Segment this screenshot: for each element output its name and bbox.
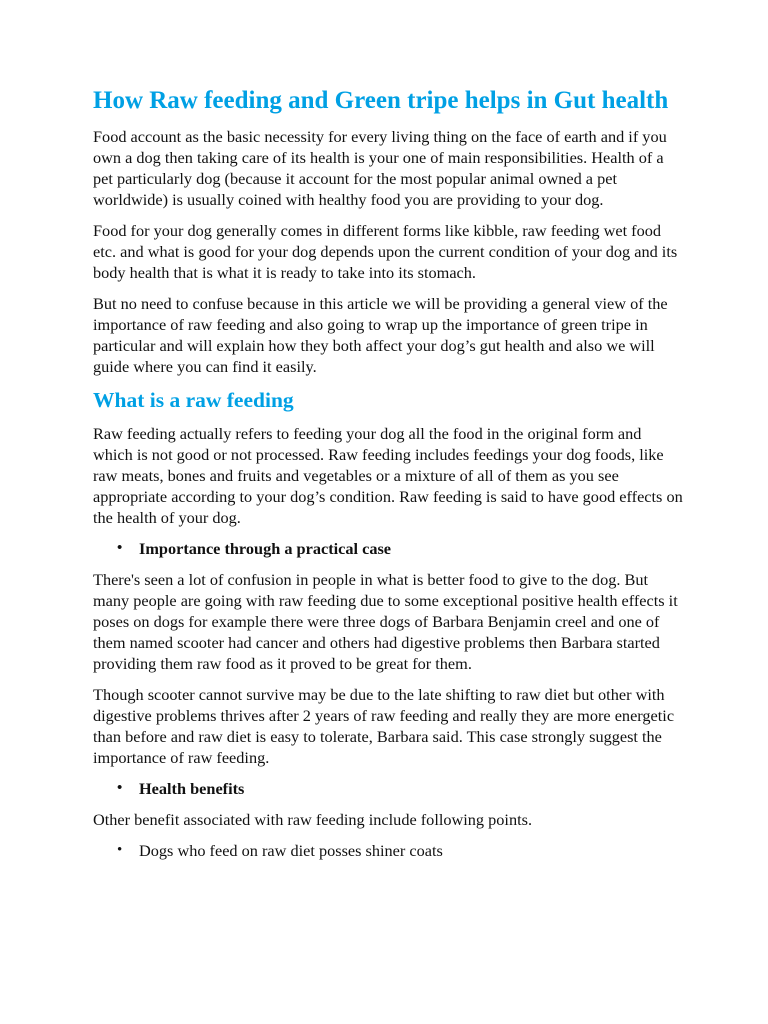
health-benefits-list: [93, 778, 683, 799]
intro-paragraph-3: But no need to confuse because in this article we will be providing a general view of the importance of raw feeding and also going to wrap up the importance of green tripe in particular and will explain how they both affect your dog’s gut health and also we will guide where you can find it easily.: [93, 294, 668, 376]
document-title: How Raw feeding and Green tripe helps in Gut health: [93, 87, 669, 114]
health-benefits-paragraph: Other benefit associated with raw feeding include following points.: [93, 810, 533, 829]
benefit-items-list: [93, 840, 683, 861]
list-item: [93, 840, 683, 861]
practical-case-paragraph-1: There's seen a lot of confusion in people in what is better food to give to the dog. But many people are going with raw feeding due to some exceptional positive health effects it poses on dogs for example there were three dogs of Barbara Benjamin creel and one of them named scooter had cancer and others had digestive problems then Barbara started providing them raw food as it proved to be great for them.: [93, 570, 678, 673]
list-item-label: Health benefits: [139, 779, 245, 798]
practical-case-list: [93, 538, 683, 559]
health-benefits-heading: [93, 778, 683, 799]
bullet-icon: •: [117, 780, 123, 796]
document-page: [93, 86, 683, 871]
section-heading-raw-feeding: What is a raw feeding: [93, 388, 294, 412]
practical-case-paragraph-2: Though scooter cannot survive may be due to the late shifting to raw diet but other with digestive problems thrives after 2 years of raw feeding and really they are more energetic than before and raw diet is easy to tolerate, Barbara said. This case strongly suggest the importance of raw feeding.: [93, 685, 675, 767]
bullet-icon: •: [117, 842, 123, 858]
intro-paragraph-1: Food account as the basic necessity for every living thing on the face of earth and if you own a dog then taking care of its health is your one of main responsibilities. Health of a pet particularly dog (because it account for the most popular animal owned a pet worldwide) is usually coined with healthy food you are providing to your dog.: [93, 127, 667, 209]
intro-paragraph-2: Food for your dog generally comes in different forms like kibble, raw feeding wet food etc. and what is good for your dog depends upon the current condition of your dog and its body health that is what it is ready to take into its stomach.: [93, 221, 678, 282]
raw-feeding-paragraph: Raw feeding actually refers to feeding your dog all the food in the original form and which is not good or not processed. Raw feeding includes feedings your dog foods, like raw meats, bones and fruits and vegetables or a mixture of all of them as you see appropriate according to your dog’s condition. Raw feeding is said to have good effects on the health of your dog.: [93, 424, 683, 527]
list-item-label: Importance through a practical case: [139, 539, 392, 558]
practical-case-heading: [93, 538, 683, 559]
list-item-label: Dogs who feed on raw diet posses shiner coats: [139, 841, 443, 860]
bullet-icon: •: [117, 540, 123, 556]
